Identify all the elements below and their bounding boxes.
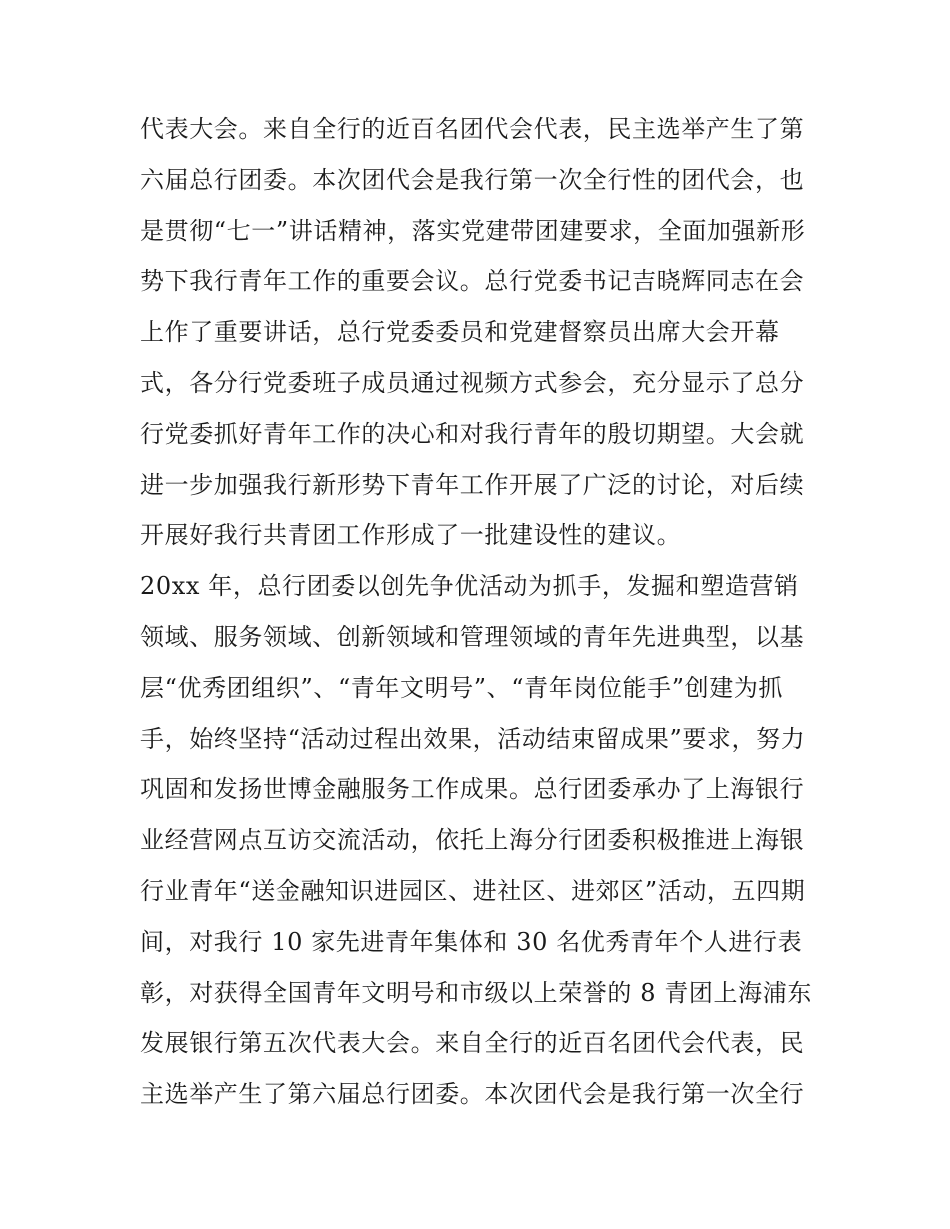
text-line: 层“优秀团组织”、“青年文明号”、“青年岗位能手”创建为抓 (140, 673, 784, 702)
text-line: 代表大会。来自全行的近百名团代会代表，民主选举产生了第 (140, 115, 805, 143)
text-line: 势下我行青年工作的重要会议。总行党委书记吉晓辉同志在会 (140, 267, 805, 296)
text-line: 主选举产生了第六届总行团委。本次团代会是我行第一次全行 (140, 1080, 805, 1109)
text-line: 发展银行第五次代表大会。来自全行的近百名团代会代表，民 (140, 1029, 805, 1058)
text-line: 彰，对获得全国青年文明号和市级以上荣誉的 8 青团上海浦东 (140, 978, 812, 1007)
text-line: 是贯彻“七一”讲话精神，落实党建带团建要求，全面加强新形 (140, 216, 806, 245)
text-line: 式，各分行党委班子成员通过视频方式参会，充分显示了总分 (140, 368, 805, 397)
text-line: 进一步加强我行新形势下青年工作开展了广泛的讨论，对后续 (140, 470, 805, 499)
text-line: 行业青年“送金融知识进园区、进社区、进郊区”活动，五四期 (140, 876, 806, 905)
text-line: 六届总行团委。本次团代会是我行第一次全行性的团代会，也 (140, 165, 805, 194)
body-text (140, 104, 820, 1120)
text-line: 20xx 年，总行团委以创先争优活动为抓手，发掘和塑造营销 (140, 572, 799, 601)
text-line: 行党委抓好青年工作的决心和对我行青年的殷切期望。大会就 (140, 419, 805, 448)
text-line: 领域、服务领域、创新领域和管理领域的青年先进典型，以基 (140, 622, 805, 651)
text-line: 手，始终坚持“活动过程出效果，活动结束留成果”要求，努力 (140, 724, 806, 753)
text-line: 开展好我行共青团工作形成了一批建设性的建议。 (140, 521, 682, 550)
text-line: 巩固和发扬世博金融服务工作成果。总行团委承办了上海银行 (140, 775, 805, 804)
text-line: 上作了重要讲话，总行党委委员和党建督察员出席大会开幕 (140, 318, 780, 347)
text-line: 业经营网点互访交流活动，依托上海分行团委积极推进上海银 (140, 826, 805, 855)
text-line: 间，对我行 10 家先进青年集体和 30 名优秀青年个人进行表 (140, 927, 803, 956)
